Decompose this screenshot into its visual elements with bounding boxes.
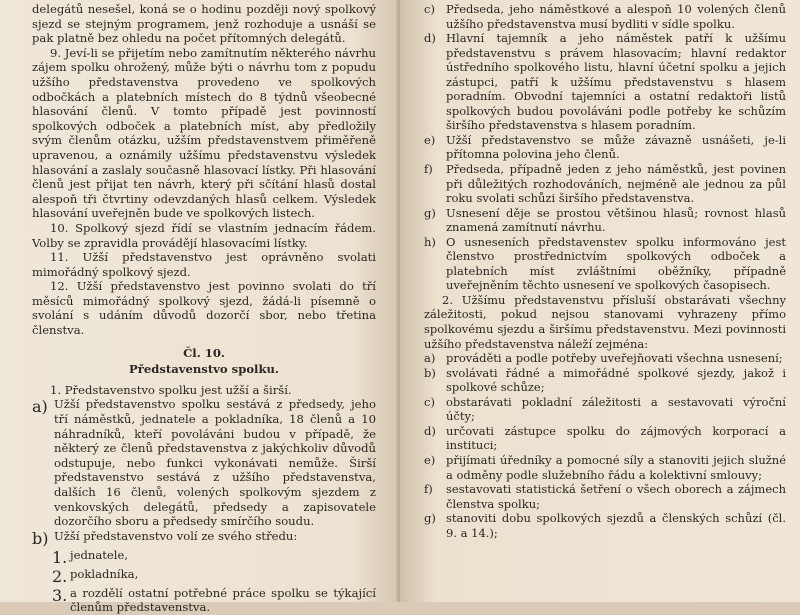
clause-label: c) [424, 2, 435, 16]
duty-text: určovati zástupce spolku do zájmových korporací a instituci; [446, 423, 786, 453]
duty-text: přijímati úředníky a pomocné síly a stanoviti jejich služné a odměny podle služebního řádu a kolektivní smlouvy; [446, 452, 786, 482]
paragraph-12: 12. Užší představenstvo jest povinno svolati do tří měsíců mimořádný spolkový sjezd, žádá-li písemně o svolání s udáním důvodů dozorčí sbor, nebo třetina členstva. [32, 279, 376, 338]
article-number: Čl. 10. [183, 345, 225, 360]
clause-c [424, 2, 786, 31]
duty-item [424, 366, 786, 395]
duty-label: f) [424, 482, 433, 497]
clause-text: Hlavní tajemník a jeho náměstek patří k užšímu představenstvu s právem hlasovacím; hlavní redaktor ústředního spolkového listu, hlavní účetní spolku a jejich zástupci, patří k užšímu představenstvu s hlasem poradním. Obvodní tajemníci a ostatní redaktoři listů spolkových budou povoláváni podle potřeby ke schůzím širšího představenstva s hlasem poradním. [446, 31, 786, 133]
duty-item [424, 351, 786, 366]
clause-text: Předseda, případně jeden z jeho náměstků, jest povinen při důležitých rozhodováních, nejméně ale jednou za půl roku svolati schůzi širšího představenstva. [446, 162, 786, 206]
list-text: pokladníka, [70, 566, 139, 581]
clause-text: O usneseních představenstev spolku informováno jest členstvo prostřednictvím spolkových odboček a platebních míst zvláštními oběžníky, případně uveřejněním těchto usnesení ve spolkových časopisech. [446, 234, 786, 293]
list-number: 1. [52, 547, 68, 567]
duty-text: stanoviti dobu spolkových sjezdů a členských schůzí (čl. 9. a 14.); [446, 511, 786, 540]
clause-h [424, 235, 786, 293]
clause-text: Užší představenstvo se může závazně usnášeti, je-li přítomna polovina jeho členů. [446, 132, 786, 162]
paragraph-continuation: delegátů nesešel, koná se o hodinu později nový spolkový sjezd se stejným programem, jenž rozhoduje a usnáší se pak platně bez ohledu na počet přítomných delegátů. [32, 2, 376, 46]
list-number: 2. [52, 566, 68, 586]
clause-text: Užší představenstvo volí ze svého středu: [54, 528, 298, 543]
duty-item [424, 424, 786, 453]
clause-a [32, 397, 376, 528]
clause-label: e) [424, 132, 436, 147]
duty-item [424, 395, 786, 424]
list-text: jednatele, [70, 547, 129, 562]
duty-label: c) [424, 394, 435, 409]
list-item [32, 567, 376, 586]
paragraph-9: 9. Jeví-li se přijetím nebo zamítnutím některého návrhu zájem spolku ohrožený, může býti o návrhu tom z popudu užšího představenstva provedeno ve spolkových odbočkách a platebních místech do 8 týdnů všeobecné hlasování členů. V tomto případě jest povinností spolkových odboček a platebních míst, aby předložily svým členům otázku, užším představenstvem přiměřeně upravenou, a oznámily užšímu představenstvu výsledek hlasování a zaslaly současně hlasovací lístky. Při hlasování členů jest přijat ten návrh, který při sčítání hlasů dostal alespoň tři čtvrtiny odevzdaných hlasů celkem. Výsledek hlasování uveřejněn bude ve spolkových listech. [32, 45, 376, 221]
duty-text: obstarávati pokladní záležitosti a sestavovati výroční účty; [446, 394, 786, 424]
paragraph-2: 2. Užšímu představenstvu přísluší obstarávati všechny záležitosti, pokud nejsou stanovami vyhrazeny přímo spolkovému sjezdu a širšímu představenstvu. Mezi povinnosti užšího představenstva náleží zejména: [424, 292, 786, 351]
duty-label: g) [424, 511, 436, 526]
right-page [400, 0, 800, 602]
clause-f [424, 162, 786, 206]
article-title: Představenstvo spolku. [129, 362, 279, 377]
clause-d [424, 31, 786, 133]
clause-label: f) [424, 162, 433, 177]
duty-item [424, 511, 786, 540]
clause-label: d) [424, 31, 436, 46]
clause-b [32, 529, 376, 548]
list-number: 3. [52, 585, 68, 605]
clause-label: a) [32, 397, 48, 417]
paragraph-11: 11. Užší představenstvo jest oprávněno svolati mimořádný spolkový sjezd. [32, 250, 376, 279]
clause-label: b) [32, 528, 49, 548]
clause-g [424, 206, 786, 235]
clause-text: Usnesení děje se prostou většinou hlasů; rovnost hlasů znamená zamítnutí návrhu. [446, 205, 786, 235]
list-item [32, 586, 376, 615]
clause-label: h) [424, 234, 436, 249]
list-text: a rozdělí ostatní potřebné práce spolku se týkající členům představenstva. [70, 585, 376, 615]
clause-text: Užší představenstvo spolku sestává z předsedy, jeho tří náměstků, jednatele a pokladníka, 18 členů a 10 náhradníků, kteří povoláváni budou v případě, že některý ze členů představenstva z jakýchkoliv důvodů odstupuje, nebo funkci vykonávati nemůže. Širší představenstvo sestává z užšího představenstva, dalších 16 členů, volených spolkovým sjezdem z venkovských delegátů, předsedy a zapisovatele dozorčího sboru a předsedy smírčího soudu. [54, 397, 376, 529]
duty-text: sestavovati statistická šetření o všech oborech a zájmech členstva spolku; [446, 482, 786, 511]
clause-label: g) [424, 205, 436, 220]
duty-item [424, 453, 786, 482]
clause-e [424, 133, 786, 162]
duty-label: a) [424, 351, 436, 366]
board-intro: 1. Představenstvo spolku jest užší a širší. [50, 382, 292, 397]
duty-label: d) [424, 423, 436, 438]
list-item [32, 548, 376, 567]
clause-text: Předseda, jeho náměstkové a alespoň 10 volených členů užšího představenstva musí bydliti v sídle spolku. [446, 2, 786, 31]
duty-text: prováděti a podle potřeby uveřejňovati všechna usnesení; [446, 351, 783, 366]
duty-item [424, 482, 786, 511]
duty-text: svolávati řádné a mimořádné spolkové sjezdy, jakož i spolkové schůze; [446, 365, 786, 395]
duty-label: b) [424, 365, 436, 380]
paragraph-10: 10. Spolkový sjezd řídí se vlastním jednacím řádem. Volby se zpravidla provádějí hlasovacími lístky. [32, 220, 376, 250]
duty-label: e) [424, 452, 436, 467]
